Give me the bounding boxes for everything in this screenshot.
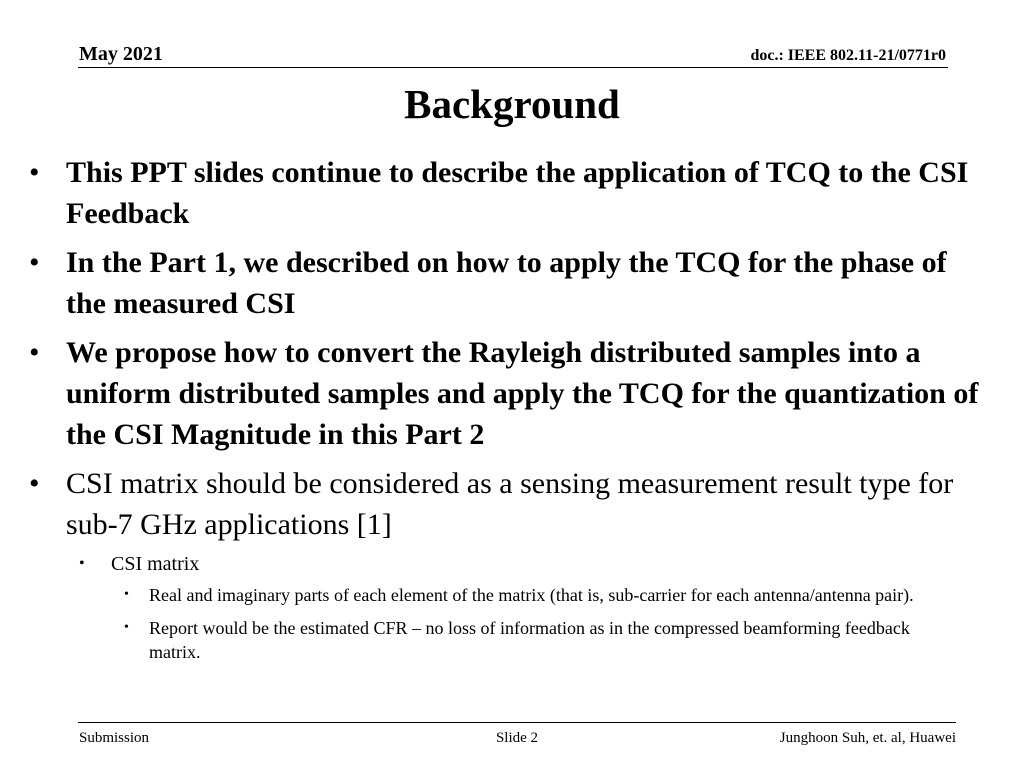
footer-submission: Submission bbox=[79, 730, 150, 746]
bullet-text: This PPT slides continue to describe the application of TCQ to the CSI Feedback bbox=[66, 156, 969, 230]
sub-sub-bullet-text: Real and imaginary parts of each element of the matrix (that is, sub-carrier for each antenna/antenna pair). bbox=[149, 585, 914, 605]
slide-title: Background bbox=[404, 81, 620, 127]
sub-bullet-text: CSI matrix bbox=[111, 553, 200, 575]
footer-divider bbox=[78, 722, 956, 723]
bullet-item bbox=[0, 332, 1024, 455]
bullet-item bbox=[0, 242, 1024, 324]
bullet-item bbox=[0, 463, 1024, 545]
bullet-marker: • bbox=[29, 467, 40, 500]
footer-authors: Junghoon Suh, et. al, Huawei bbox=[779, 730, 956, 746]
header-date: May 2021 bbox=[79, 43, 163, 65]
bullet-marker: • bbox=[29, 336, 40, 369]
bullet-text: We propose how to convert the Rayleigh distributed samples into a uniform distributed samples and apply the TCQ for the quantization of the CSI Magnitude in this Part 2 bbox=[66, 336, 979, 451]
bullet-marker: • bbox=[29, 156, 40, 189]
bullet-marker: • bbox=[79, 555, 85, 572]
sub-sub-bullet-text: Report would be the estimated CFR – no loss of information as in the compressed beamforming feedback matrix. bbox=[149, 618, 910, 662]
bullet-marker: • bbox=[124, 587, 129, 602]
header-divider bbox=[78, 67, 948, 68]
header-doc-number: doc.: IEEE 802.11-21/0771r0 bbox=[750, 47, 946, 64]
bullet-text: In the Part 1, we described on how to apply the TCQ for the phase of the measured CSI bbox=[66, 246, 947, 320]
slide-body bbox=[0, 152, 1024, 673]
sub-sub-bullet-item bbox=[0, 583, 1024, 607]
sub-sub-bullet-item bbox=[0, 616, 1024, 664]
footer-slide-number: Slide 2 bbox=[495, 730, 539, 746]
bullet-marker: • bbox=[29, 246, 40, 279]
sub-bullet-item bbox=[0, 551, 1024, 577]
bullet-text: CSI matrix should be considered as a sensing measurement result type for sub-7 GHz applications [1] bbox=[66, 467, 954, 541]
bullet-item bbox=[0, 152, 1024, 234]
bullet-marker: • bbox=[124, 620, 129, 635]
